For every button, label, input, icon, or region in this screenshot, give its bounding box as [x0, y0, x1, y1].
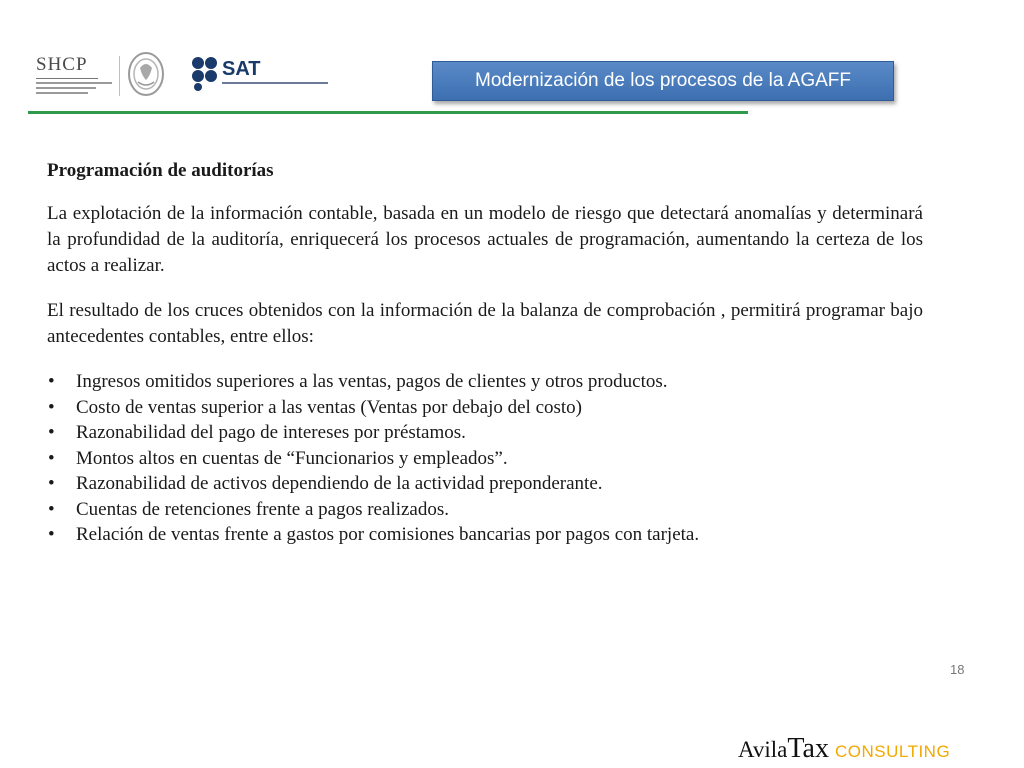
- bullet-icon: •: [48, 396, 55, 418]
- list-item: • Relación de ventas frente a gastos por comisiones bancarias por pagos con tarjeta.: [47, 522, 923, 548]
- bullet-icon: •: [48, 422, 55, 443]
- list-item: • Costo de ventas superior a las ventas (Ventas por debajo del costo): [47, 395, 923, 421]
- slide-content: [47, 158, 923, 548]
- list-item: • Ingresos omitidos superiores a las ventas, pagos de clientes y otros productos.: [47, 369, 923, 395]
- criteria-list: [47, 369, 923, 548]
- bullet-icon: •: [48, 473, 55, 494]
- brand-consulting: CONSULTING: [834, 742, 951, 761]
- sat-logo: [190, 56, 340, 96]
- sat-logo-icon: [190, 56, 220, 92]
- paragraph-1: La explotación de la información contable, basada en un modelo de riesgo que detectará anomalías y determinará la profundidad de la auditoría, enriquecerá los procesos actuales de programación, aumentando la certeza de los actos a realizar.: [47, 203, 923, 276]
- brand-tax: Tax: [787, 733, 829, 764]
- bullet-icon: •: [48, 447, 55, 469]
- brand-logo: [738, 733, 950, 765]
- header-rule: [28, 111, 748, 114]
- bullet-icon: •: [48, 371, 55, 392]
- bullet-icon: •: [48, 524, 55, 545]
- list-item: • Razonabilidad del pago de intereses por préstamos.: [47, 420, 923, 446]
- sat-logo-text: SAT: [222, 58, 261, 80]
- brand-avila: Avila: [738, 737, 788, 762]
- bullet-icon: •: [48, 498, 55, 520]
- section-title: Programación de auditorías: [47, 160, 274, 181]
- slide-title: Modernización de los procesos de la AGAFF: [432, 61, 894, 101]
- page-number: 18: [950, 662, 965, 677]
- shcp-logo: [30, 54, 112, 100]
- mexican-seal-icon: [126, 50, 166, 98]
- logo-divider: [119, 56, 120, 96]
- list-item: • Cuentas de retenciones frente a pagos realizados.: [47, 497, 923, 523]
- shcp-logo-text: SHCP: [36, 54, 88, 75]
- list-item: • Montos altos en cuentas de “Funcionarios y empleados”.: [47, 446, 923, 472]
- list-item: • Razonabilidad de activos dependiendo de la actividad preponderante.: [47, 471, 923, 497]
- paragraph-2: El resultado de los cruces obtenidos con la información de la balanza de comprobación , permitirá programar bajo antecedentes contables, entre ellos:: [47, 300, 923, 347]
